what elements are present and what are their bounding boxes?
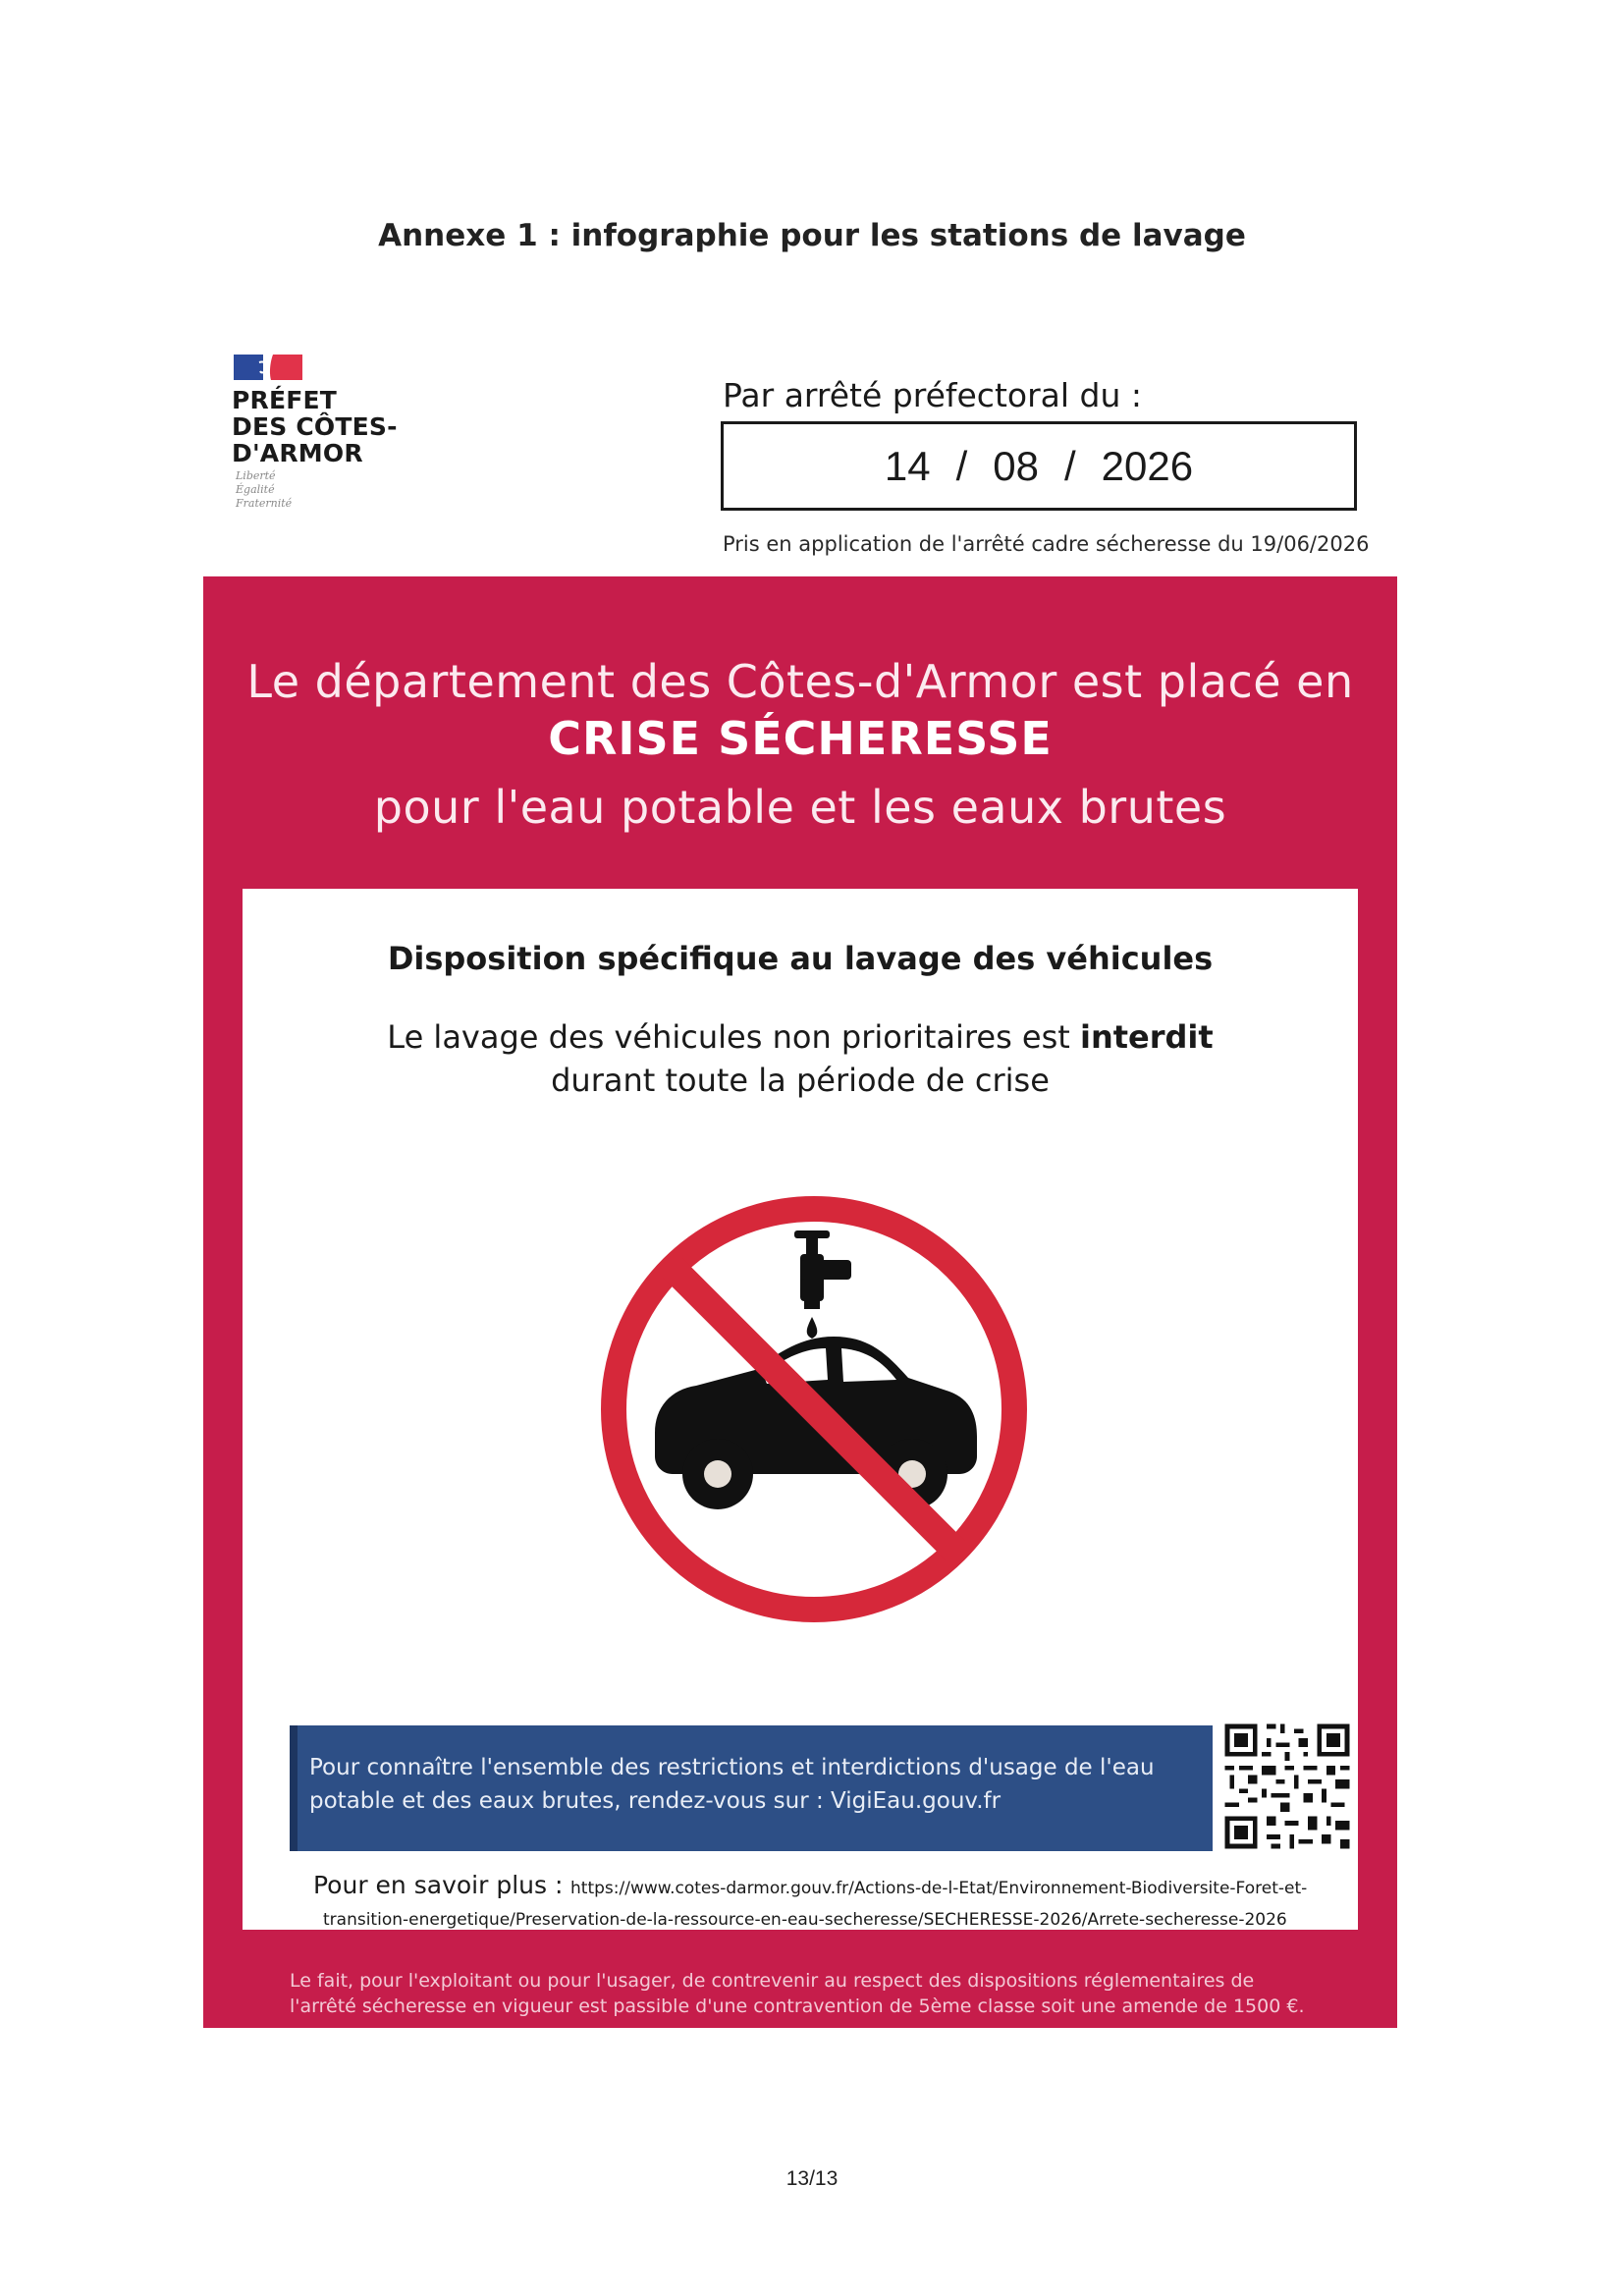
marianne-flag-icon (234, 354, 304, 381)
date-year: 2026 (1101, 442, 1194, 489)
prohibition-no-car-wash-icon (594, 1189, 1034, 1629)
arrete-date-box (721, 421, 1357, 511)
motto-fraternite: Fraternité (236, 497, 293, 510)
rule-text: Le lavage des véhicules non prioritaires est (387, 1018, 1080, 1056)
date-separator: / (1064, 442, 1076, 489)
annex-title: Annexe 1 : infographie pour les stations de lavage (378, 218, 1246, 253)
learn-more (313, 1871, 1334, 1899)
poster-headline-crisis: CRISE SÉCHERESSE (548, 712, 1053, 765)
learn-more-url-part2[interactable]: transition-energetique/Preservation-de-la-ressource-en-eau-secheresse/SECHERESSE-2026/Arrete-secheresse-2026 (323, 1910, 1287, 1930)
penalty-line1: Le fait, pour l'exploitant ou pour l'usager, de contrevenir au respect des dispositions réglementaires de (290, 1970, 1255, 1992)
penalty-notice (290, 1968, 1330, 2019)
penalty-line2: l'arrêté sécheresse en vigueur est passible d'une contravention de 5ème classe soit une amende de 1500 €. (290, 1995, 1305, 2017)
poster-headline-line3: pour l'eau potable et les eaux brutes (373, 781, 1227, 834)
banner-line1: Pour connaître l'ensemble des restrictions et interdictions d'usage de l'eau (309, 1755, 1155, 1780)
prefecture-name (232, 387, 398, 466)
vigieau-info-banner (290, 1725, 1213, 1851)
prefecture-name-line3: D'ARMOR (232, 439, 363, 467)
date-month: 08 (993, 442, 1039, 489)
rule-forbidden-word: interdit (1079, 1018, 1214, 1056)
motto-liberte: Liberté (236, 469, 276, 482)
section-title: Disposition spécifique au lavage des véhicules (387, 940, 1214, 977)
arrete-label: Par arrêté préfectoral du : (723, 376, 1142, 414)
prefecture-logo (232, 350, 428, 526)
learn-more-label: Pour en savoir plus : (313, 1871, 564, 1899)
drought-crisis-poster (203, 576, 1397, 2028)
republic-motto (236, 469, 292, 511)
banner-line2: potable et des eaux brutes, rendez-vous sur : VigiEau.gouv.fr (309, 1788, 1001, 1814)
qr-code-icon (1220, 1720, 1354, 1853)
learn-more-url-part1[interactable]: https://www.cotes-darmor.gouv.fr/Actions-de-l-Etat/Environnement-Biodiversite-Foret-et- (570, 1879, 1308, 1898)
rule-line2: durant toute la période de crise (551, 1062, 1050, 1099)
poster-headline-line1: Le département des Côtes-d'Armor est placé en (246, 655, 1354, 708)
application-note: Pris en application de l'arrêté cadre sécheresse du 19/06/2026 (723, 532, 1370, 556)
date-separator: / (955, 442, 968, 489)
date-day: 14 (884, 442, 931, 489)
page-number: 13/13 (785, 2167, 839, 2190)
prefecture-name-line1: PRÉFET (232, 386, 338, 414)
prefecture-name-line2: DES CÔTES- (232, 412, 398, 441)
motto-egalite: Égalité (236, 483, 275, 496)
rule-line1 (243, 1018, 1358, 1056)
car-wash-rule-panel (243, 889, 1358, 1930)
water-tap-icon (794, 1230, 851, 1339)
